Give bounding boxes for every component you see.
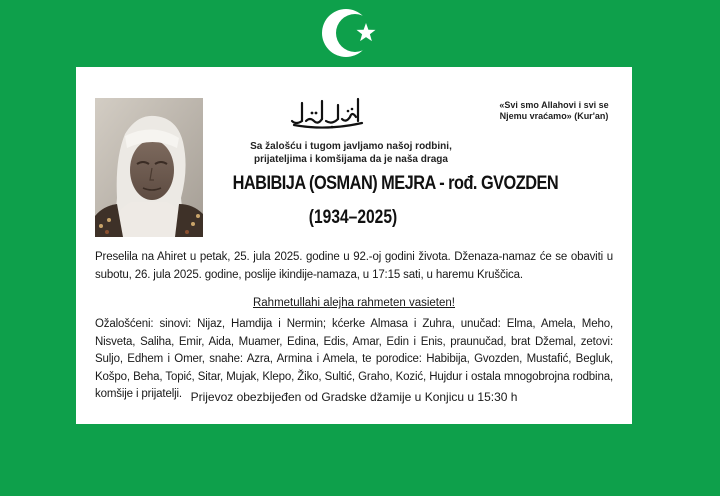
quran-quote: «Svi smo Allahovi i svi se Njemu vraćamo» (Kur'an) [499,100,609,121]
life-years: (1934–2025) [308,207,398,228]
mourners-list: Ožalošćeni: sinovi: Nijaz, Hamdija i Nermin; kćerke Almasa i Zuhra, unučad: Elma, Amela, Meho, Nisveta, Saliha, Emir, Aida, Muamer, Edina, Edis, Amar, Edin i Enis, praunučad, brat Džemal, zetovi: Suljo, Edhem i Omer, snahe: Azra, Armina i Amela, te porodice: Habibija, Gvozden, Mustafić, Begluk, Košpo, Beha, Topić, Sitar, Mujak, Klepo, Žiko, Sultić, Graho, Kozić, Hujdur i ostala mnogobrojna rodbina, komšije i prijatelji. [95,318,613,400]
obituary-card [76,67,632,424]
transport-note: Prijevoz obezbijeđen od Gradske džamije u Konjicu u 15:30 h [190,390,518,404]
crescent-star-icon [319,6,381,60]
rahmet-prayer: Rahmetullahi alejha rahmeten vasieten! [252,297,455,309]
portrait-photo [95,98,203,237]
deceased-name: HABIBIJA (OSMAN) MEJRA - rođ. GVOZDEN [232,173,559,194]
arabic-calligraphy [286,95,366,129]
intro-text: Sa žalošću i tugom javljamo našoj rodbini, prijateljima i komšijama da je naša draga [250,141,452,165]
arabic-calligraphy-text: ارتحال دار البقاء [286,95,293,96]
announcement-text: Preselila na Ahiret u petak, 25. jula 2025. godine u 92.-oj godini života. Dženaza-namaz će se obaviti u subotu, 26. jula 2025. godine, poslije ikindije-namaza, u 17:15 sati, u haremu Kruščica. [95,251,613,281]
